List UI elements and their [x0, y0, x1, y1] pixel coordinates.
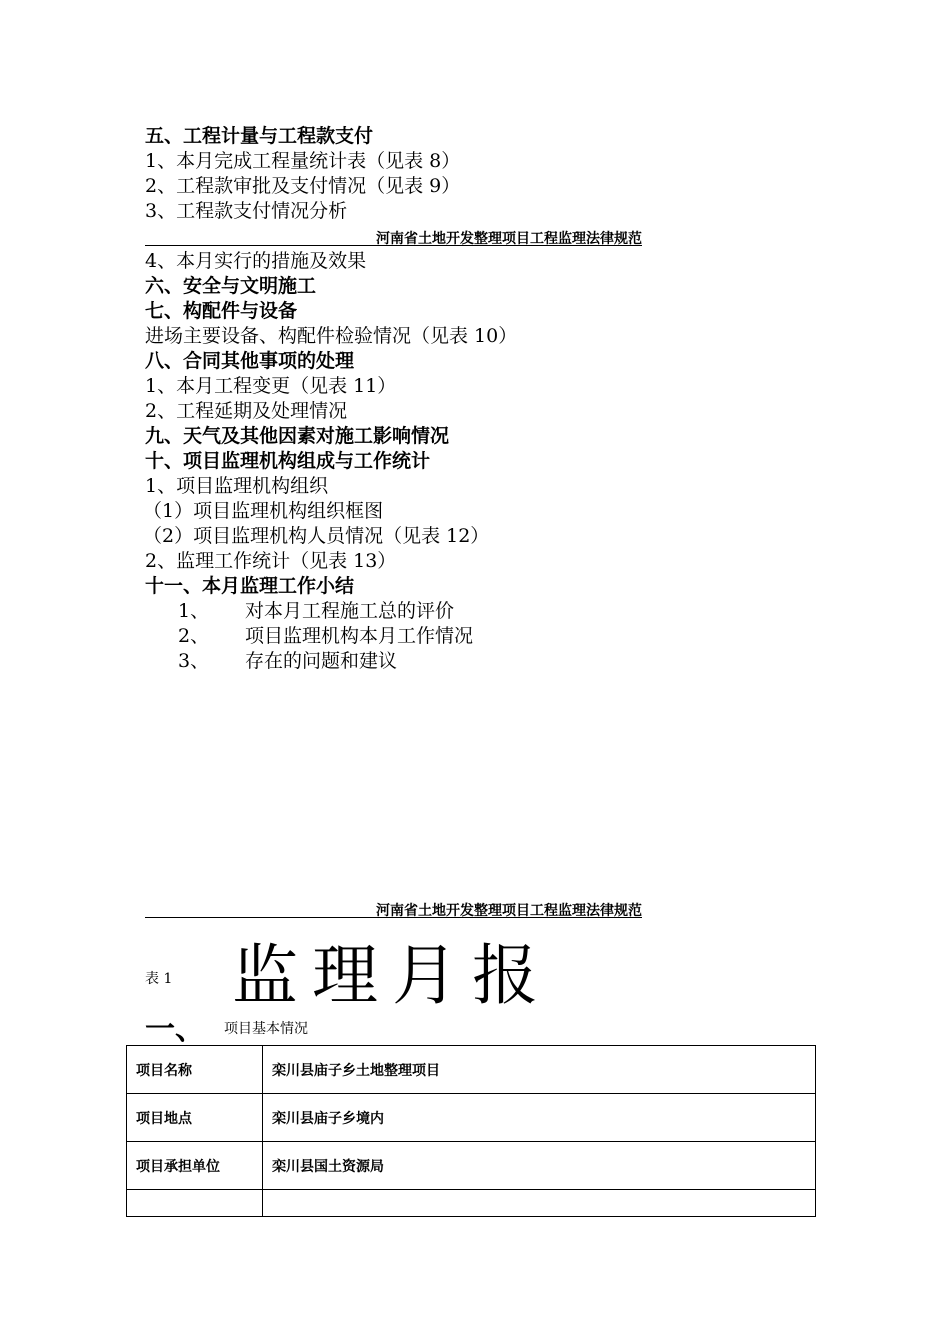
summary-num: 1、	[178, 600, 210, 622]
summary-text: 对本月工程施工总的评价	[245, 600, 455, 622]
section-heading-10: 十、项目监理机构组成与工作统计	[145, 450, 431, 472]
text-line: （1）项目监理机构组织框图	[143, 500, 384, 522]
table-value: 栾川县庙子乡境内	[263, 1094, 816, 1142]
table-value	[263, 1190, 816, 1217]
summary-item	[178, 599, 454, 624]
table-label	[127, 1190, 263, 1217]
section-title: 项目基本情况	[224, 1021, 308, 1037]
page-title: 监理月报	[232, 937, 552, 1014]
table-row	[127, 1190, 816, 1217]
section-number: 一、	[145, 1012, 205, 1047]
summary-item	[178, 649, 397, 674]
section-heading-9: 九、天气及其他因素对施工影响情况	[145, 425, 450, 447]
table-value: 栾川县庙子乡土地整理项目	[263, 1046, 816, 1094]
table-label: 项目承担单位	[127, 1142, 263, 1190]
text-line: 1、本月完成工程量统计表（见表 8）	[145, 150, 461, 172]
section-heading-6: 六、安全与文明施工	[145, 275, 317, 297]
text-line: 4、本月实行的措施及效果	[145, 250, 367, 272]
page-header: 河南省土地开发整理项目工程监理法律规范	[376, 231, 642, 247]
text-line: 2、监理工作统计（见表 13）	[145, 550, 397, 572]
section-heading-11: 十一、本月监理工作小结	[145, 575, 355, 597]
section-heading-8: 八、合同其他事项的处理	[145, 350, 355, 372]
table-row	[127, 1046, 816, 1094]
table-value: 栾川县国土资源局	[263, 1142, 816, 1190]
table-label: 项目名称	[127, 1046, 263, 1094]
summary-num: 3、	[178, 650, 210, 672]
section-heading-5: 五、工程计量与工程款支付	[145, 125, 374, 147]
header-rule	[145, 917, 642, 918]
summary-text: 项目监理机构本月工作情况	[245, 625, 474, 647]
text-line: 1、本月工程变更（见表 11）	[145, 375, 397, 397]
summary-item	[178, 624, 473, 649]
table-label: 项目地点	[127, 1094, 263, 1142]
text-line: 2、工程款审批及支付情况（见表 9）	[145, 175, 461, 197]
table-row	[127, 1142, 816, 1190]
text-line: 1、项目监理机构组织	[145, 475, 329, 497]
table-tag: 表 1	[145, 971, 173, 987]
section-heading-7: 七、构配件与设备	[145, 300, 298, 322]
text-line: 2、工程延期及处理情况	[145, 400, 348, 422]
text-line: 进场主要设备、构配件检验情况（见表 10）	[145, 325, 518, 347]
summary-num: 2、	[178, 625, 210, 647]
project-info-table	[126, 1045, 816, 1217]
text-line: （2）项目监理机构人员情况（见表 12）	[143, 525, 490, 547]
page-header: 河南省土地开发整理项目工程监理法律规范	[376, 903, 642, 919]
header-rule	[145, 245, 642, 246]
text-line: 3、工程款支付情况分析	[145, 200, 348, 222]
table-row	[127, 1094, 816, 1142]
summary-text: 存在的问题和建议	[245, 650, 398, 672]
